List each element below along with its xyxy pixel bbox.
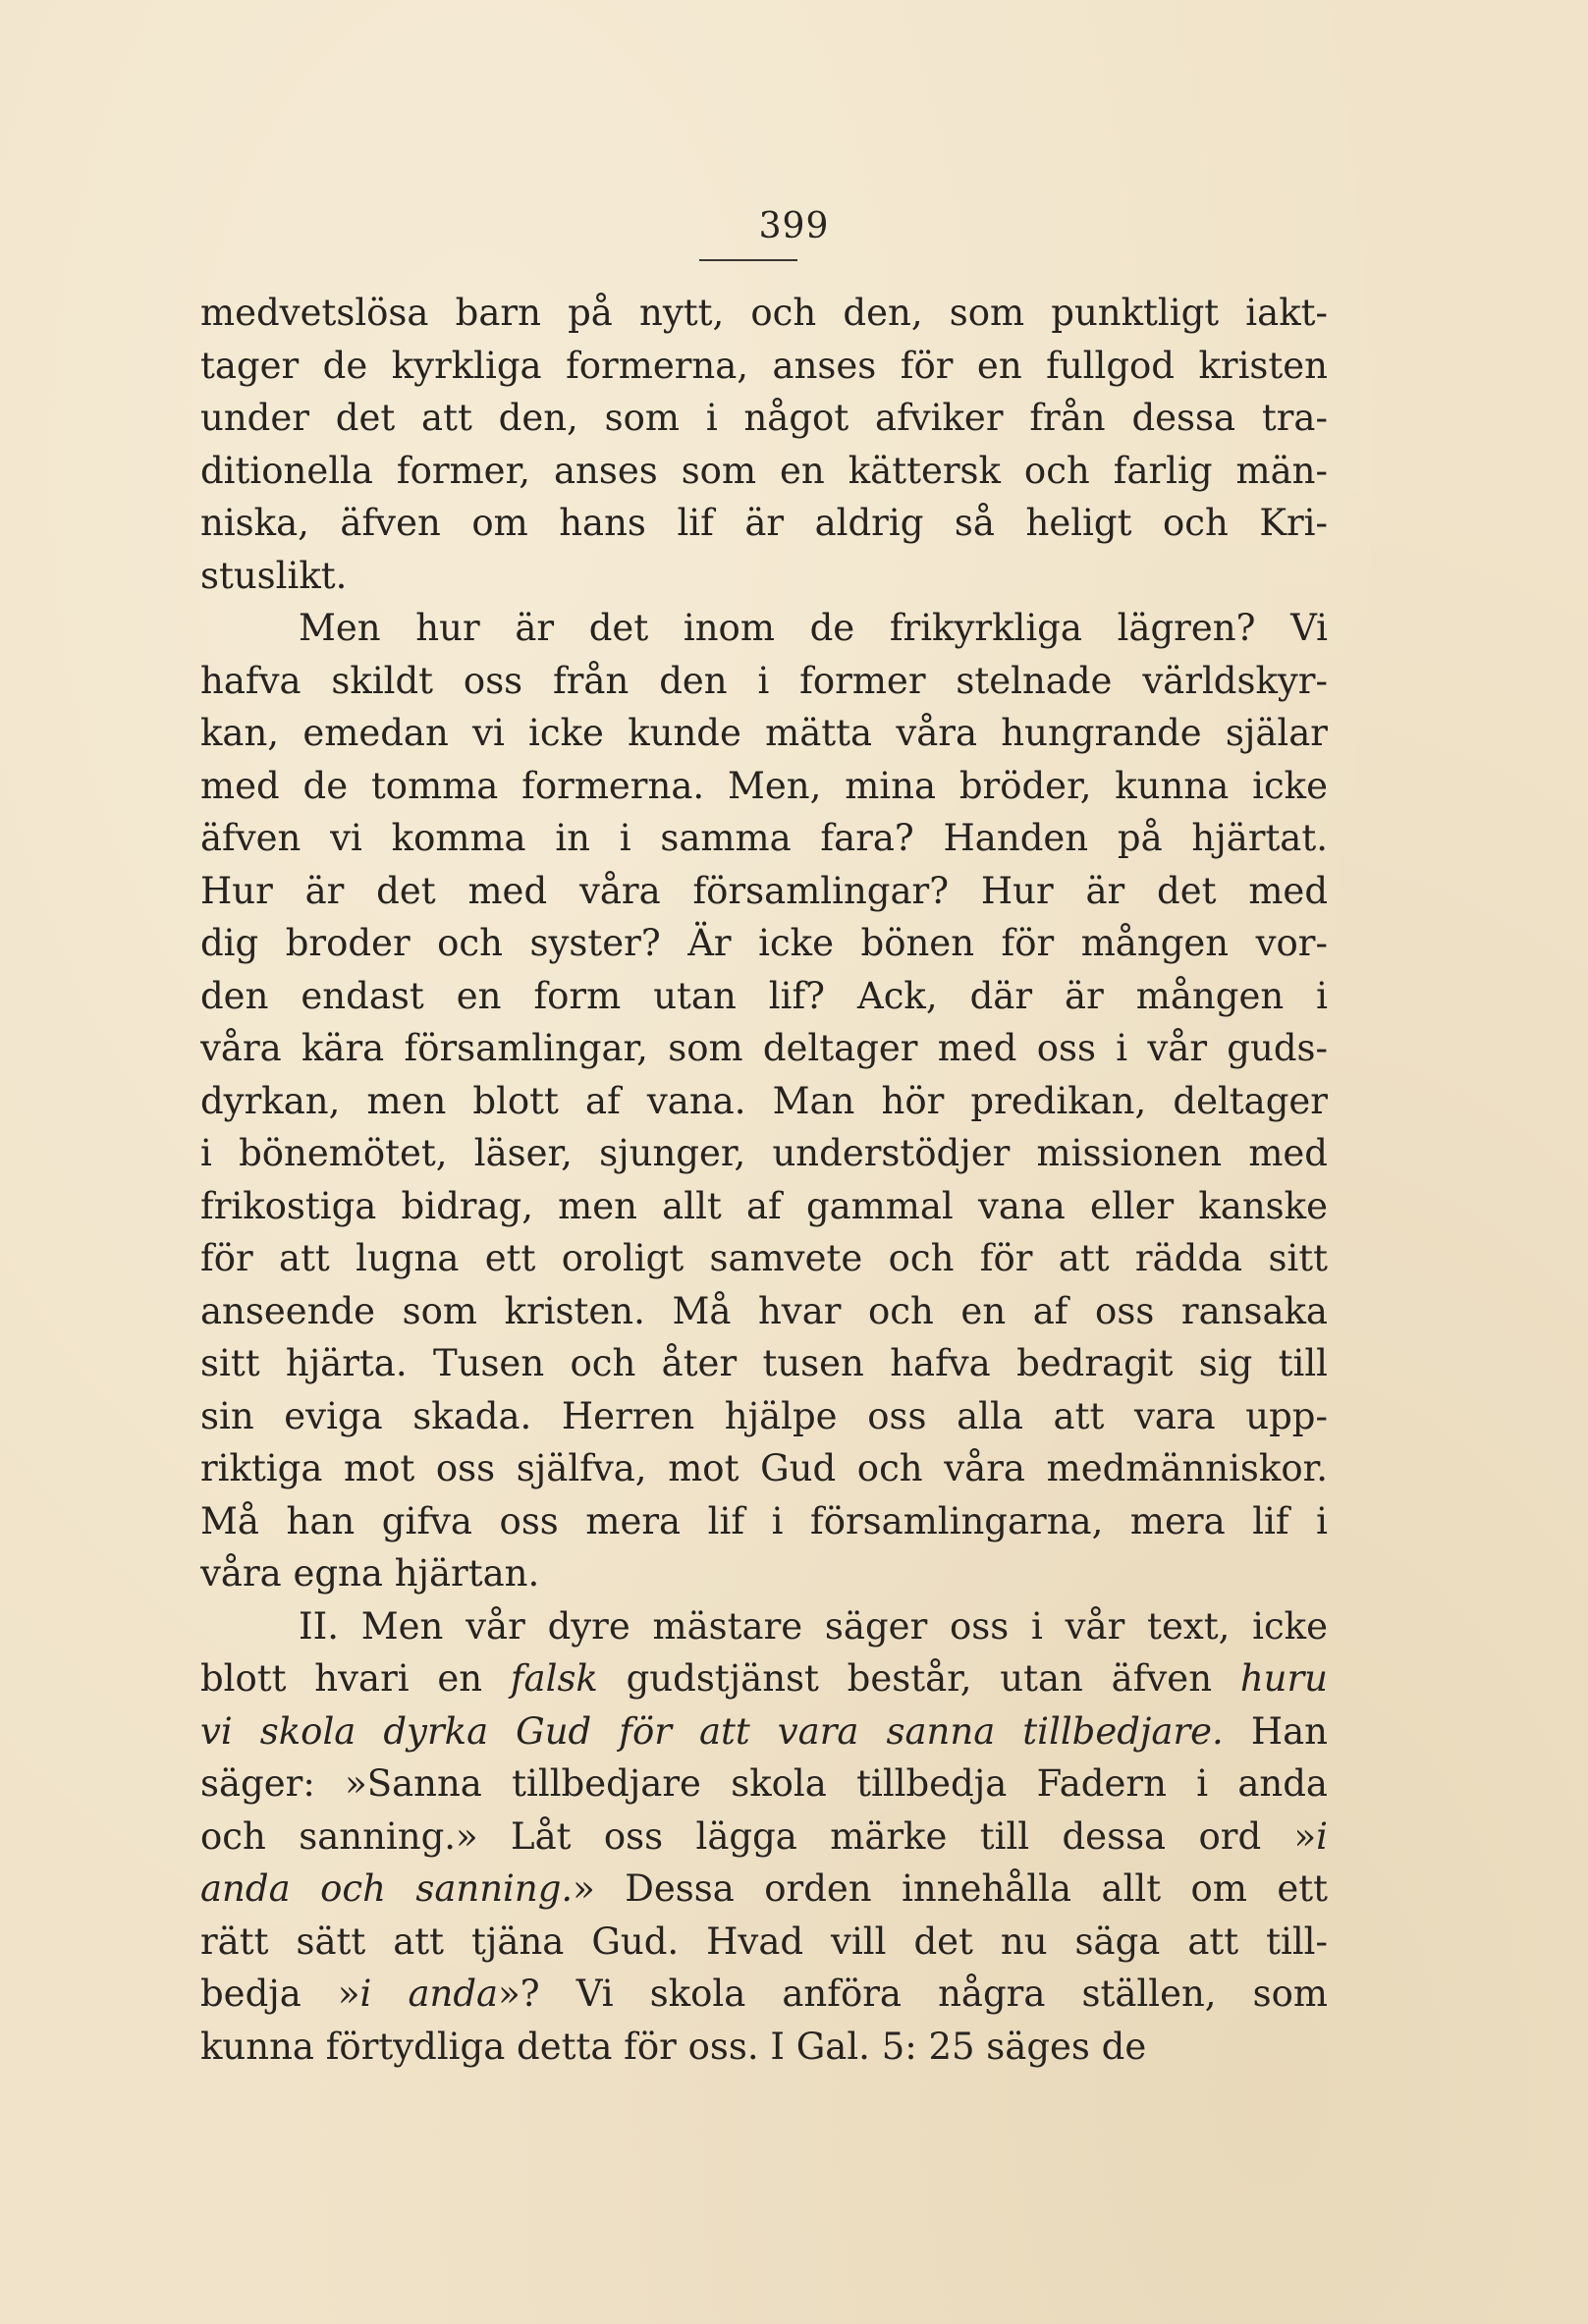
- italic-text: vi skola dyrka Gud för att vara sanna tillbedjare.: [200, 1709, 1224, 1753]
- text-span: gudstjänst består, utan äfven: [597, 1657, 1240, 1700]
- text-span: Han: [1223, 1709, 1328, 1753]
- text-span: riktiga mot oss själfva, mot Gud och våra medmänniskor.: [200, 1447, 1328, 1489]
- text-span: II. Men vår dyre mästare säger oss i vår text, icke: [299, 1604, 1328, 1648]
- text-span: under det att den, som i något afviker från dessa tra-: [200, 397, 1328, 439]
- text-line: [200, 970, 1328, 1023]
- text-span: niska, äfven om hans lif är aldrig så heligt och Kri-: [200, 502, 1328, 544]
- text-span: hafva skildt oss från den i former stelnade världskyr-: [200, 659, 1328, 702]
- text-line: [200, 392, 1328, 445]
- text-span: Hur är det med våra församlingar? Hur är det med: [200, 869, 1328, 912]
- text-span: kunna förtydliga detta för oss. I Gal. 5: 25 säges de: [200, 2025, 1147, 2068]
- text-line: [200, 1127, 1328, 1180]
- text-line: [200, 2021, 1328, 2074]
- text-line: [200, 1705, 1328, 1758]
- text-line: [200, 812, 1328, 865]
- text-line: [200, 655, 1328, 708]
- text-span: » Dessa orden innehålla allt om ett: [573, 1867, 1328, 1910]
- text-line: [200, 1075, 1328, 1128]
- text-line: [200, 1390, 1328, 1443]
- italic-text: i anda: [359, 1973, 499, 2015]
- body-text: [200, 287, 1328, 2073]
- text-line: [200, 1337, 1328, 1390]
- text-span: sin eviga skada. Herren hjälpe oss alla att vara upp-: [200, 1394, 1328, 1437]
- italic-text: falsk: [510, 1657, 598, 1700]
- text-line: [200, 1863, 1328, 1916]
- text-line: [200, 287, 1328, 340]
- text-span: kan, emedan vi icke kunde mätta våra hungrande själar: [200, 712, 1328, 754]
- text-line: [200, 340, 1328, 393]
- page-number-rule: [699, 259, 797, 261]
- text-line: [200, 497, 1328, 550]
- text-line: [200, 1022, 1328, 1075]
- text-line: [200, 1547, 1328, 1600]
- text-span: säger: »Sanna tillbedjare skola tillbedja Fadern i anda: [200, 1762, 1328, 1805]
- text-span: Men hur är det inom de frikyrkliga lägren? Vi: [299, 607, 1328, 649]
- text-span: »? Vi skola anföra några ställen, som: [498, 1973, 1328, 2015]
- text-line: [200, 865, 1328, 918]
- text-line: [200, 1285, 1328, 1338]
- text-span: blott hvari en: [200, 1657, 511, 1700]
- text-line: [200, 1757, 1328, 1811]
- text-span: äfven vi komma in i samma fara? Handen på hjärtat.: [200, 817, 1328, 859]
- text-span: tager de kyrkliga formerna, anses för en fullgod kristen: [200, 344, 1328, 387]
- text-span: sitt hjärta. Tusen och åter tusen hafva bedragit sig till: [200, 1342, 1328, 1384]
- text-span: den endast en form utan lif? Ack, där är mången i: [200, 974, 1328, 1017]
- text-line: [200, 1916, 1328, 1969]
- text-span: medvetslösa barn på nytt, och den, som punktligt iakt-: [200, 292, 1328, 334]
- text-line: [200, 760, 1328, 813]
- text-span: och sanning.» Låt oss lägga märke till dessa ord »: [200, 1814, 1317, 1858]
- text-line: [200, 1442, 1328, 1495]
- text-span: anseende som kristen. Må hvar och en af oss ransaka: [200, 1289, 1328, 1332]
- page-number: 399: [758, 206, 830, 246]
- text-span: bedja »: [200, 1973, 360, 2015]
- text-line: [200, 1600, 1328, 1653]
- text-span: i bönemötet, läser, sjunger, understödjer missionen med: [200, 1132, 1328, 1174]
- text-line: [200, 550, 1328, 603]
- text-span: rätt sätt att tjäna Gud. Hvad vill det nu säga att till-: [200, 1919, 1328, 1963]
- text-line: [200, 1180, 1328, 1233]
- text-line: [200, 602, 1328, 655]
- text-span: för att lugna ett oroligt samvete och för att rädda sitt: [200, 1237, 1328, 1279]
- text-span: Må han gifva oss mera lif i församlingarna, mera lif i: [200, 1499, 1328, 1542]
- text-line: [200, 1652, 1328, 1705]
- text-line: [200, 707, 1328, 760]
- text-span: våra kära församlingar, som deltager med oss i vår guds-: [200, 1027, 1328, 1069]
- text-line: [200, 1811, 1328, 1864]
- italic-text: anda och sanning.: [200, 1867, 574, 1910]
- text-span: med de tomma formerna. Men, mina bröder, kunna icke: [200, 764, 1328, 807]
- text-span: dig broder och syster? Är icke bönen för mången vor-: [200, 922, 1328, 964]
- text-span: stuslikt.: [200, 554, 348, 597]
- text-line: [200, 917, 1328, 970]
- text-line: [200, 445, 1328, 498]
- text-line: [200, 1232, 1328, 1285]
- text-line: [200, 1495, 1328, 1548]
- text-span: våra egna hjärtan.: [200, 1552, 540, 1594]
- text-line: [200, 1968, 1328, 2021]
- italic-text: huru: [1239, 1657, 1328, 1700]
- text-span: ditionella former, anses som en kättersk och farlig män-: [200, 449, 1328, 492]
- italic-text: i: [1316, 1814, 1328, 1858]
- text-span: dyrkan, men blott af vana. Man hör predikan, deltager: [200, 1079, 1328, 1122]
- text-span: frikostiga bidrag, men allt af gammal vana eller kanske: [200, 1184, 1328, 1227]
